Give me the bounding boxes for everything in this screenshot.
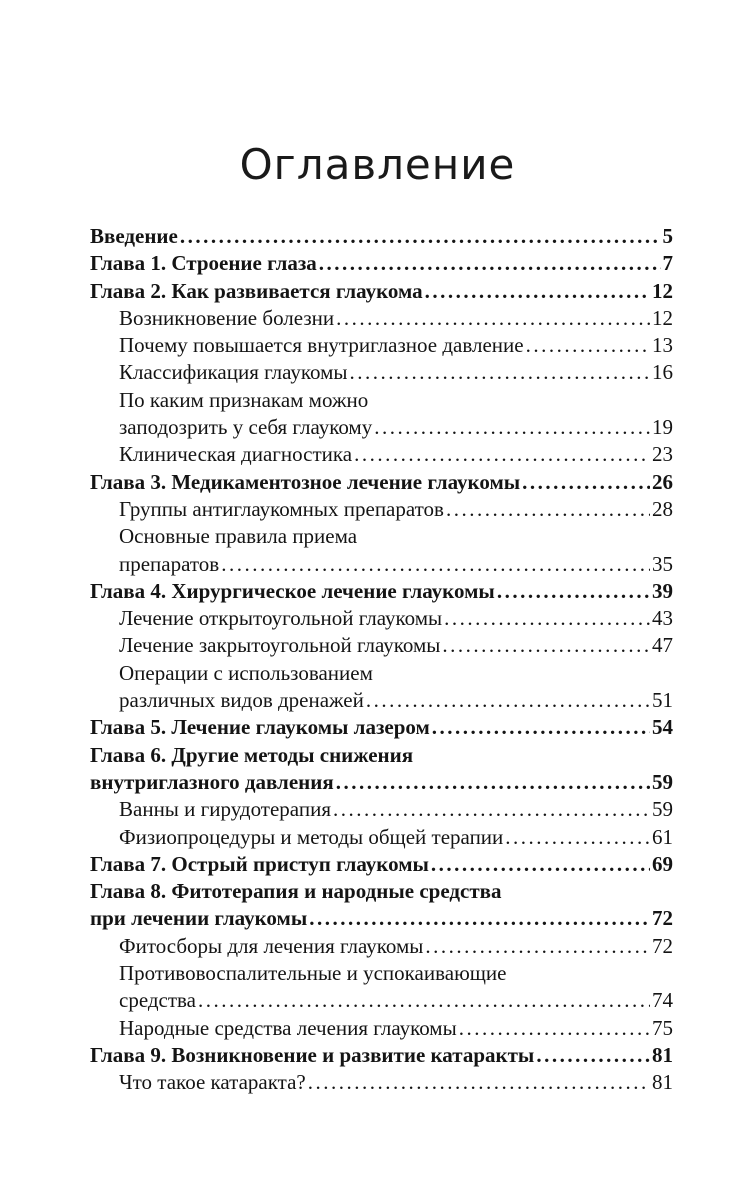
toc-entry-page: 81 <box>652 1042 673 1067</box>
toc-entry <box>90 496 673 523</box>
page-title: Оглавление <box>239 140 516 189</box>
toc-entry <box>90 1015 673 1042</box>
toc-entry-page: 59 <box>652 769 673 794</box>
toc-entry <box>90 1069 673 1096</box>
table-of-contents <box>0 223 755 1097</box>
toc-entry-page: 72 <box>652 933 673 958</box>
toc-entry <box>90 332 673 359</box>
toc-entry-label: Глава 8. Фитотерапия и народные средства <box>90 879 502 904</box>
toc-entry-page: 81 <box>652 1070 673 1095</box>
toc-entry-label: Лечение закрытоугольной глаукомы <box>119 633 441 658</box>
toc-dot-leader <box>522 469 650 496</box>
toc-entry <box>90 714 673 741</box>
toc-entry-page: 26 <box>652 469 673 494</box>
toc-entry-page: 19 <box>652 415 673 440</box>
toc-entry <box>90 387 673 414</box>
toc-entry-page: 54 <box>652 715 673 740</box>
toc-entry-label: Фитосборы для лечения глаукомы <box>119 933 424 958</box>
toc-entry-page: 51 <box>652 688 673 713</box>
toc-entry-page: 28 <box>652 496 673 521</box>
toc-dot-leader <box>536 1042 650 1069</box>
toc-entry-page: 16 <box>652 360 673 385</box>
toc-dot-leader <box>444 605 650 632</box>
toc-dot-leader <box>505 824 650 851</box>
toc-entry-label: Глава 5. Лечение глаукомы лазером <box>90 715 430 740</box>
toc-entry <box>90 687 673 714</box>
toc-dot-leader <box>425 933 650 960</box>
toc-entry-label: Глава 4. Хирургическое лечение глаукомы <box>90 578 495 603</box>
toc-entry <box>90 987 673 1014</box>
toc-dot-leader <box>459 1015 650 1042</box>
toc-entry <box>90 523 673 550</box>
toc-entry <box>90 1042 673 1069</box>
toc-entry-page: 5 <box>662 224 673 248</box>
toc-entry-page: 39 <box>652 578 673 603</box>
toc-entry-label: Почему повышается внутриглазное давление <box>119 333 524 358</box>
toc-entry-label: Народные средства лечения глаукомы <box>119 1015 457 1040</box>
toc-dot-leader <box>446 496 650 523</box>
toc-dot-leader <box>319 250 661 277</box>
toc-entry-page: 74 <box>652 988 673 1013</box>
toc-entry-label: Противовоспалительные и успокаивающие <box>119 961 507 986</box>
toc-dot-leader <box>309 905 650 932</box>
toc-entry <box>90 223 673 250</box>
toc-entry-label: Возникновение болезни <box>119 305 335 330</box>
toc-dot-leader <box>350 359 650 386</box>
toc-entry <box>90 851 673 878</box>
toc-entry-label: Глава 6. Другие методы снижения <box>90 742 414 767</box>
toc-entry-label: По каким признакам можно <box>119 387 369 412</box>
toc-entry-label: при лечении глаукомы <box>90 906 308 931</box>
toc-entry <box>90 469 673 496</box>
toc-dot-leader <box>336 305 650 332</box>
toc-dot-leader <box>308 1069 650 1096</box>
toc-entry-label: Что такое катаракта? <box>119 1070 306 1095</box>
toc-dot-leader <box>333 796 650 823</box>
toc-entry <box>90 359 673 386</box>
toc-dot-leader <box>366 687 650 714</box>
toc-entry <box>90 960 673 987</box>
toc-entry-label: различных видов дренажей <box>119 688 364 713</box>
toc-entry <box>90 305 673 332</box>
toc-dot-leader <box>442 632 650 659</box>
toc-entry-label: внутриглазного давления <box>90 769 334 794</box>
toc-dot-leader <box>221 551 650 578</box>
toc-entry-page: 59 <box>652 797 673 822</box>
toc-entry-label: Введение <box>90 224 178 248</box>
toc-dot-leader <box>336 769 650 796</box>
toc-entry <box>90 796 673 823</box>
toc-entry-page: 23 <box>652 442 673 467</box>
toc-entry-label: Ванны и гирудотерапия <box>119 797 331 822</box>
toc-dot-leader <box>198 987 650 1014</box>
toc-entry <box>90 632 673 659</box>
toc-entry <box>90 878 673 905</box>
toc-entry-page: 13 <box>652 333 673 358</box>
toc-entry-label: Глава 1. Строение глаза <box>90 251 317 276</box>
toc-entry-label: Классификация глаукомы <box>119 360 348 385</box>
toc-dot-leader <box>432 714 650 741</box>
toc-dot-leader <box>497 578 650 605</box>
toc-dot-leader <box>431 851 650 878</box>
toc-dot-leader <box>354 441 650 468</box>
toc-entry-label: Лечение открытоугольной глаукомы <box>119 606 443 631</box>
toc-entry <box>90 578 673 605</box>
toc-entry-page: 12 <box>652 278 673 303</box>
toc-entry-page: 61 <box>652 824 673 849</box>
toc-entry-label: Физиопроцедуры и методы общей терапии <box>119 824 504 849</box>
toc-entry-page: 47 <box>652 633 673 658</box>
toc-entry-label: Группы антиглаукомных препаратов <box>119 496 444 521</box>
toc-entry-page: 72 <box>652 906 673 931</box>
toc-entry <box>90 441 673 468</box>
toc-entry <box>90 551 673 578</box>
toc-entry-label: Глава 9. Возникновение и развитие катаракты <box>90 1042 535 1067</box>
toc-entry-label: Глава 7. Острый приступ глаукомы <box>90 851 429 876</box>
toc-entry <box>90 605 673 632</box>
toc-entry <box>90 414 673 441</box>
toc-entry-label: Глава 3. Медикаментозное лечение глаукомы <box>90 469 521 494</box>
toc-entry <box>90 824 673 851</box>
toc-entry <box>90 769 673 796</box>
toc-entry-label: препаратов <box>119 551 220 576</box>
toc-entry-label: средства <box>119 988 197 1013</box>
toc-entry <box>90 250 673 277</box>
toc-entry-page: 12 <box>652 305 673 330</box>
toc-entry <box>90 933 673 960</box>
toc-entry-label: Основные правила приема <box>119 524 358 549</box>
toc-entry-label: Операции с использованием <box>119 660 373 685</box>
toc-dot-leader <box>425 278 650 305</box>
toc-dot-leader <box>374 414 650 441</box>
toc-entry-page: 69 <box>652 851 673 876</box>
toc-entry-page: 75 <box>652 1015 673 1040</box>
toc-entry <box>90 905 673 932</box>
toc-entry-page: 7 <box>662 251 673 276</box>
toc-entry-label: заподозрить у себя глаукому <box>119 415 373 440</box>
toc-entry <box>90 742 673 769</box>
toc-entry-label: Глава 2. Как развивается глаукома <box>90 278 423 303</box>
toc-entry <box>90 278 673 305</box>
toc-dot-leader <box>180 223 661 250</box>
toc-dot-leader <box>526 332 650 359</box>
toc-entry-label: Клиническая диагностика <box>119 442 353 467</box>
toc-entry-page: 35 <box>652 551 673 576</box>
toc-entry-page: 43 <box>652 606 673 631</box>
toc-entry <box>90 660 673 687</box>
